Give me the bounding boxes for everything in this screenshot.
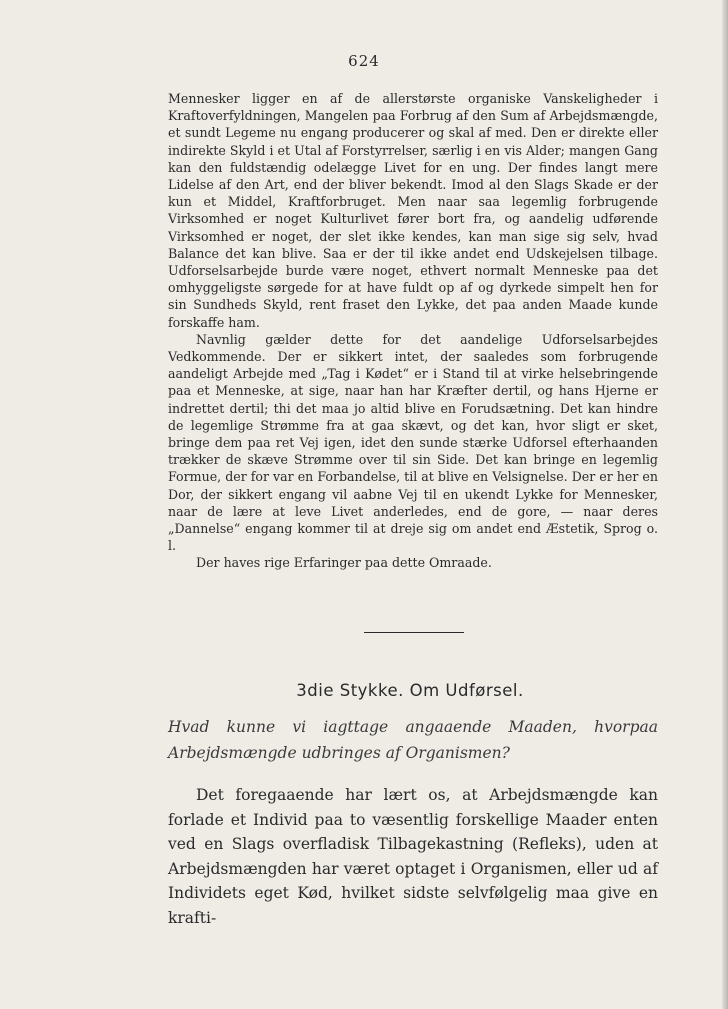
paragraph-2: Navnlig gælder dette for det aandelige Udforselsarbejdes Vedkommende. Der er sikkert intet, der saaledes som forbrugende aandeligt Arbejde med „Tag i Kødet“ er i Stand til at virke helsebringende paa et Menneske, at sige, naar han har Kræfter dertil, og hans Hjerne er indrettet dertil; thi det maa jo altid blive en Forudsætning. Det kan hindre de legemlige Strømme fra at gaa skævt, og det kan, hvor sligt er sket, bringe dem paa ret Vej igen, idet den sunde stærke Udforsel efterhaanden trækker de skæve Strømme over til sin Side. Det kan bringe en legemlig Formue, der for var en Forbandelse, til at blive en Velsignelse. Der er her en Dor, der sikkert engang vil aabne Vej til en ukendt Lykke for Mennesker, naar de lære at leve Livet anderledes, end de gore, — naar deres „Dannelse“ engang kommer til at dreje sig om andet end Æstetik, Sprog o. l. bbox=[168, 331, 658, 554]
section-subtitle: Hvad kunne vi iagttage angaaende Maaden, hvorpaa Arbejdsmængde udbringes af Organismen? bbox=[168, 718, 658, 762]
section-paragraph-1: Det foregaaende har lært os, at Arbejdsmængde kan forlade et Individ paa to væsentlig forskellige Maader enten ved en Slags overfladisk Tilbagekastning (Refleks), uden at Arbejdsmængden har været optaget i Organismen, eller ud af Individets eget Kød, hvilket sidste selvfølgelig maa give en krafti- bbox=[168, 786, 658, 927]
page-edge-shadow bbox=[722, 0, 728, 1009]
page-number: 624 bbox=[348, 52, 380, 70]
paragraph-3: Der haves rige Erfaringer paa dette Omraade. bbox=[196, 555, 492, 571]
section-body bbox=[168, 783, 658, 930]
paragraph-1: Mennesker ligger en af de allerstørste organiske Vanskeligheder i Kraftoverfyldningen, Mangelen paa Forbrug af den Sum af Arbejdsmængde, et sundt Legeme nu engang producerer og skal af med. Den er direkte eller indirekte Skyld i et Utal af Forstyrrelser, særlig i en vis Alder; mangen Gang kan den fuldstændig odelægge Livet for en ung. Der findes langt mere Lidelse af den Art, end der bliver bekendt. Imod al den Slags Skade er der kun et Middel, Kraftforbruget. Men naar saa legemlig forbrugende Virksomhed er noget Kulturlivet fører bort fra, og aandelig udførende Virksomhed er noget, der slet ikke kendes, kan man sige sig selv, hvad Balance det kan blive. Saa er der til ikke andet end Udskejelsen tilbage. Udforselsarbejde burde være noget, ethvert normalt Menneske paa det omhyggeligste sørgede for at have fuldt op af og dyrkede simpelt hen for sin Sundheds Skyld, rent fraset den Lykke, det paa anden Maade kunde forskaffe ham. bbox=[168, 91, 658, 330]
section-heading: 3die Stykke. Om Udførsel. bbox=[296, 681, 524, 700]
upper-text-block bbox=[168, 90, 658, 572]
section-divider bbox=[364, 632, 464, 633]
